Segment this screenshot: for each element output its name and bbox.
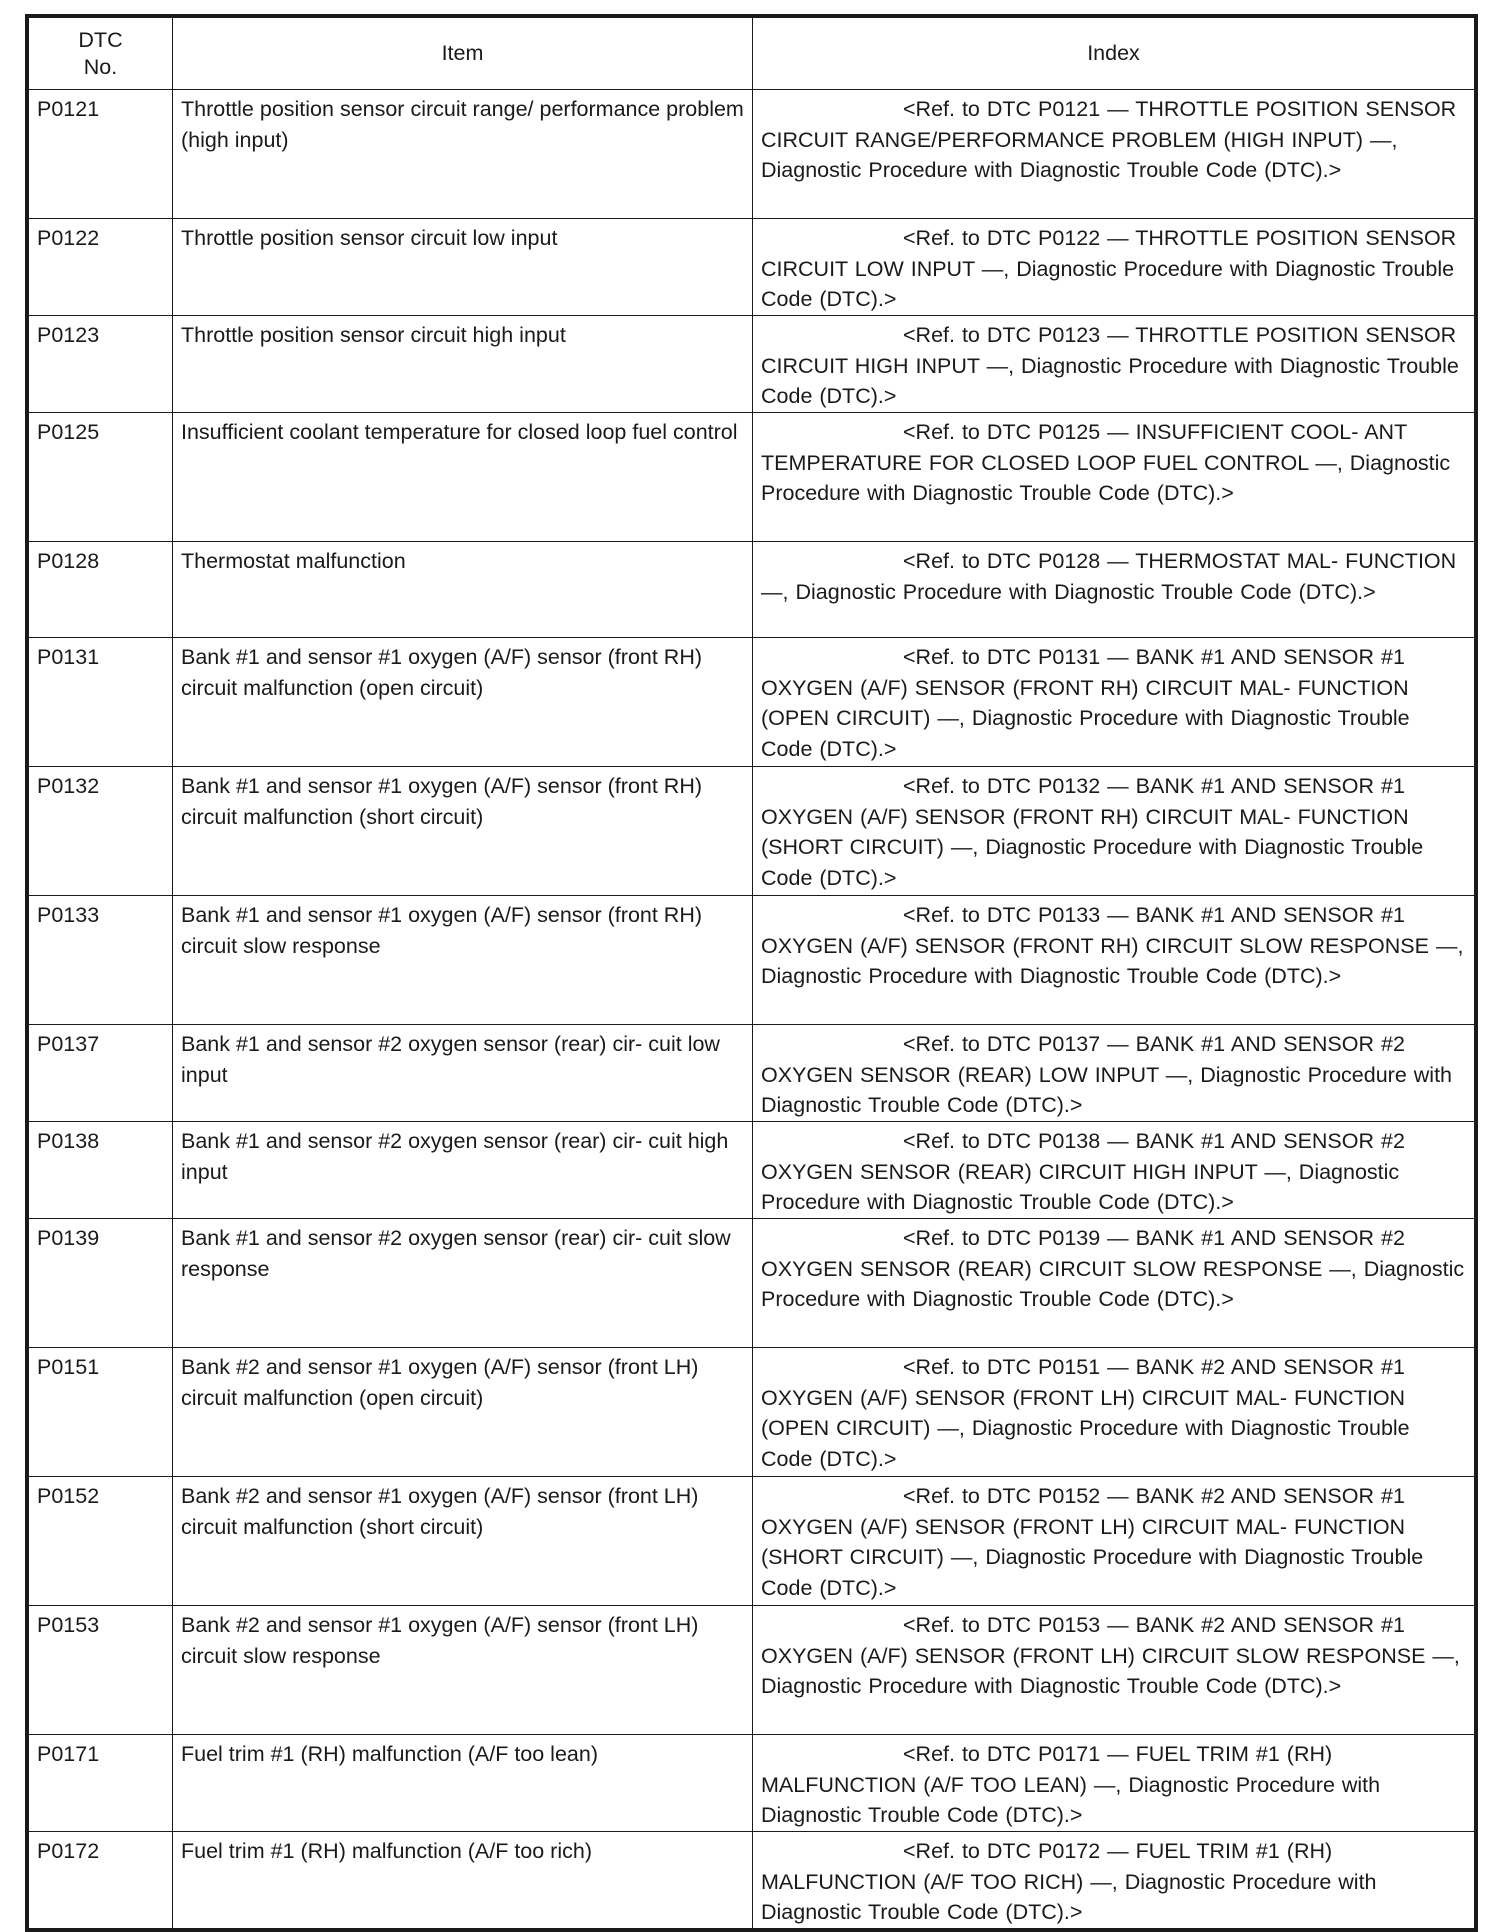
item-cell: Bank #2 and sensor #1 oxygen (A/F) sensor (front LH) circuit malfunction (open circuit) (173, 1348, 753, 1477)
table-row (29, 219, 1475, 316)
dtc-code-cell: P0128 (29, 542, 173, 638)
header-dtc-label: DTC (78, 27, 123, 52)
item-cell: Bank #1 and sensor #1 oxygen (A/F) sensor (front RH) circuit slow response (173, 896, 753, 1025)
item-cell: Bank #1 and sensor #2 oxygen sensor (rear) cir- cuit high input (173, 1122, 753, 1219)
dtc-code-cell: P0153 (29, 1606, 173, 1735)
table-row (29, 1025, 1475, 1122)
table-row (29, 1735, 1475, 1832)
dtc-table-container (25, 14, 1478, 1932)
item-cell: Bank #1 and sensor #1 oxygen (A/F) sensor (front RH) circuit malfunction (open circuit) (173, 638, 753, 767)
dtc-code-cell: P0123 (29, 316, 173, 413)
dtc-code-cell: P0138 (29, 1122, 173, 1219)
index-reference-cell: <Ref. to DTC P0131 — BANK #1 AND SENSOR #1 OXYGEN (A/F) SENSOR (FRONT RH) CIRCUIT MAL- FUNCTION (OPEN CIRCUIT) —, Diagnostic Procedure with Diagnostic Trouble Code (DTC).> (753, 638, 1475, 767)
index-reference-cell: <Ref. to DTC P0153 — BANK #2 AND SENSOR #1 OXYGEN (A/F) SENSOR (FRONT LH) CIRCUIT SLOW RESPONSE —, Diagnostic Procedure with Diagnostic Trouble Code (DTC).> (753, 1606, 1475, 1735)
index-reference-cell: <Ref. to DTC P0172 — FUEL TRIM #1 (RH) MALFUNCTION (A/F TOO RICH) —, Diagnostic Procedure with Diagnostic Trouble Code (DTC).> (753, 1832, 1475, 1929)
dtc-code-cell: P0132 (29, 767, 173, 896)
header-dtc-no (29, 18, 173, 90)
table-row (29, 413, 1475, 542)
index-reference-cell: <Ref. to DTC P0125 — INSUFFICIENT COOL- ANT TEMPERATURE FOR CLOSED LOOP FUEL CONTROL —, Diagnostic Procedure with Diagnostic Trouble Code (DTC).> (753, 413, 1475, 542)
table-body (29, 90, 1475, 1929)
table-row (29, 90, 1475, 219)
header-row (29, 18, 1475, 90)
index-reference-cell: <Ref. to DTC P0123 — THROTTLE POSITION SENSOR CIRCUIT HIGH INPUT —, Diagnostic Procedure with Diagnostic Trouble Code (DTC).> (753, 316, 1475, 413)
item-cell: Throttle position sensor circuit range/ performance problem (high input) (173, 90, 753, 219)
dtc-code-cell: P0137 (29, 1025, 173, 1122)
index-reference-cell: <Ref. to DTC P0152 — BANK #2 AND SENSOR #1 OXYGEN (A/F) SENSOR (FRONT LH) CIRCUIT MAL- FUNCTION (SHORT CIRCUIT) —, Diagnostic Procedure with Diagnostic Trouble Code (DTC).> (753, 1477, 1475, 1606)
table-row (29, 542, 1475, 638)
item-cell: Fuel trim #1 (RH) malfunction (A/F too rich) (173, 1832, 753, 1929)
table-row (29, 896, 1475, 1025)
item-cell: Bank #1 and sensor #2 oxygen sensor (rear) cir- cuit slow response (173, 1219, 753, 1348)
item-cell: Insufficient coolant temperature for closed loop fuel control (173, 413, 753, 542)
dtc-code-cell: P0152 (29, 1477, 173, 1606)
header-item: Item (173, 18, 753, 90)
table-row (29, 1219, 1475, 1348)
header-no-label: No. (83, 54, 118, 79)
dtc-code-cell: P0139 (29, 1219, 173, 1348)
dtc-code-cell: P0133 (29, 896, 173, 1025)
index-reference-cell: <Ref. to DTC P0171 — FUEL TRIM #1 (RH) MALFUNCTION (A/F TOO LEAN) —, Diagnostic Procedure with Diagnostic Trouble Code (DTC).> (753, 1735, 1475, 1832)
dtc-table (28, 17, 1475, 1929)
index-reference-cell: <Ref. to DTC P0139 — BANK #1 AND SENSOR #2 OXYGEN SENSOR (REAR) CIRCUIT SLOW RESPONSE —, Diagnostic Procedure with Diagnostic Trouble Code (DTC).> (753, 1219, 1475, 1348)
dtc-code-cell: P0122 (29, 219, 173, 316)
table-row (29, 638, 1475, 767)
table-row (29, 1606, 1475, 1735)
dtc-code-cell: P0125 (29, 413, 173, 542)
table-row (29, 767, 1475, 896)
item-cell: Thermostat malfunction (173, 542, 753, 638)
table-row (29, 1477, 1475, 1606)
table-row (29, 1122, 1475, 1219)
index-reference-cell: <Ref. to DTC P0132 — BANK #1 AND SENSOR #1 OXYGEN (A/F) SENSOR (FRONT RH) CIRCUIT MAL- FUNCTION (SHORT CIRCUIT) —, Diagnostic Procedure with Diagnostic Trouble Code (DTC).> (753, 767, 1475, 896)
dtc-code-cell: P0171 (29, 1735, 173, 1832)
dtc-code-cell: P0151 (29, 1348, 173, 1477)
item-cell: Bank #2 and sensor #1 oxygen (A/F) sensor (front LH) circuit malfunction (short circuit) (173, 1477, 753, 1606)
index-reference-cell: <Ref. to DTC P0133 — BANK #1 AND SENSOR #1 OXYGEN (A/F) SENSOR (FRONT RH) CIRCUIT SLOW RESPONSE —, Diagnostic Procedure with Diagnostic Trouble Code (DTC).> (753, 896, 1475, 1025)
item-cell: Bank #1 and sensor #1 oxygen (A/F) sensor (front RH) circuit malfunction (short circuit) (173, 767, 753, 896)
dtc-code-cell: P0121 (29, 90, 173, 219)
dtc-code-cell: P0172 (29, 1832, 173, 1929)
table-row (29, 1348, 1475, 1477)
index-reference-cell: <Ref. to DTC P0137 — BANK #1 AND SENSOR #2 OXYGEN SENSOR (REAR) LOW INPUT —, Diagnostic Procedure with Diagnostic Trouble Code (DTC).> (753, 1025, 1475, 1122)
item-cell: Bank #2 and sensor #1 oxygen (A/F) sensor (front LH) circuit slow response (173, 1606, 753, 1735)
index-reference-cell: <Ref. to DTC P0128 — THERMOSTAT MAL- FUNCTION —, Diagnostic Procedure with Diagnostic Trouble Code (DTC).> (753, 542, 1475, 638)
table-header (29, 18, 1475, 90)
index-reference-cell: <Ref. to DTC P0151 — BANK #2 AND SENSOR #1 OXYGEN (A/F) SENSOR (FRONT LH) CIRCUIT MAL- FUNCTION (OPEN CIRCUIT) —, Diagnostic Procedure with Diagnostic Trouble Code (DTC).> (753, 1348, 1475, 1477)
item-cell: Throttle position sensor circuit high input (173, 316, 753, 413)
dtc-code-cell: P0131 (29, 638, 173, 767)
table-row (29, 316, 1475, 413)
index-reference-cell: <Ref. to DTC P0122 — THROTTLE POSITION SENSOR CIRCUIT LOW INPUT —, Diagnostic Procedure with Diagnostic Trouble Code (DTC).> (753, 219, 1475, 316)
header-index: Index (753, 18, 1475, 90)
item-cell: Throttle position sensor circuit low input (173, 219, 753, 316)
item-cell: Fuel trim #1 (RH) malfunction (A/F too lean) (173, 1735, 753, 1832)
index-reference-cell: <Ref. to DTC P0138 — BANK #1 AND SENSOR #2 OXYGEN SENSOR (REAR) CIRCUIT HIGH INPUT —, Diagnostic Procedure with Diagnostic Trouble Code (DTC).> (753, 1122, 1475, 1219)
item-cell: Bank #1 and sensor #2 oxygen sensor (rear) cir- cuit low input (173, 1025, 753, 1122)
index-reference-cell: <Ref. to DTC P0121 — THROTTLE POSITION SENSOR CIRCUIT RANGE/PERFORMANCE PROBLEM (HIGH INPUT) —, Diagnostic Procedure with Diagnostic Trouble Code (DTC).> (753, 90, 1475, 219)
